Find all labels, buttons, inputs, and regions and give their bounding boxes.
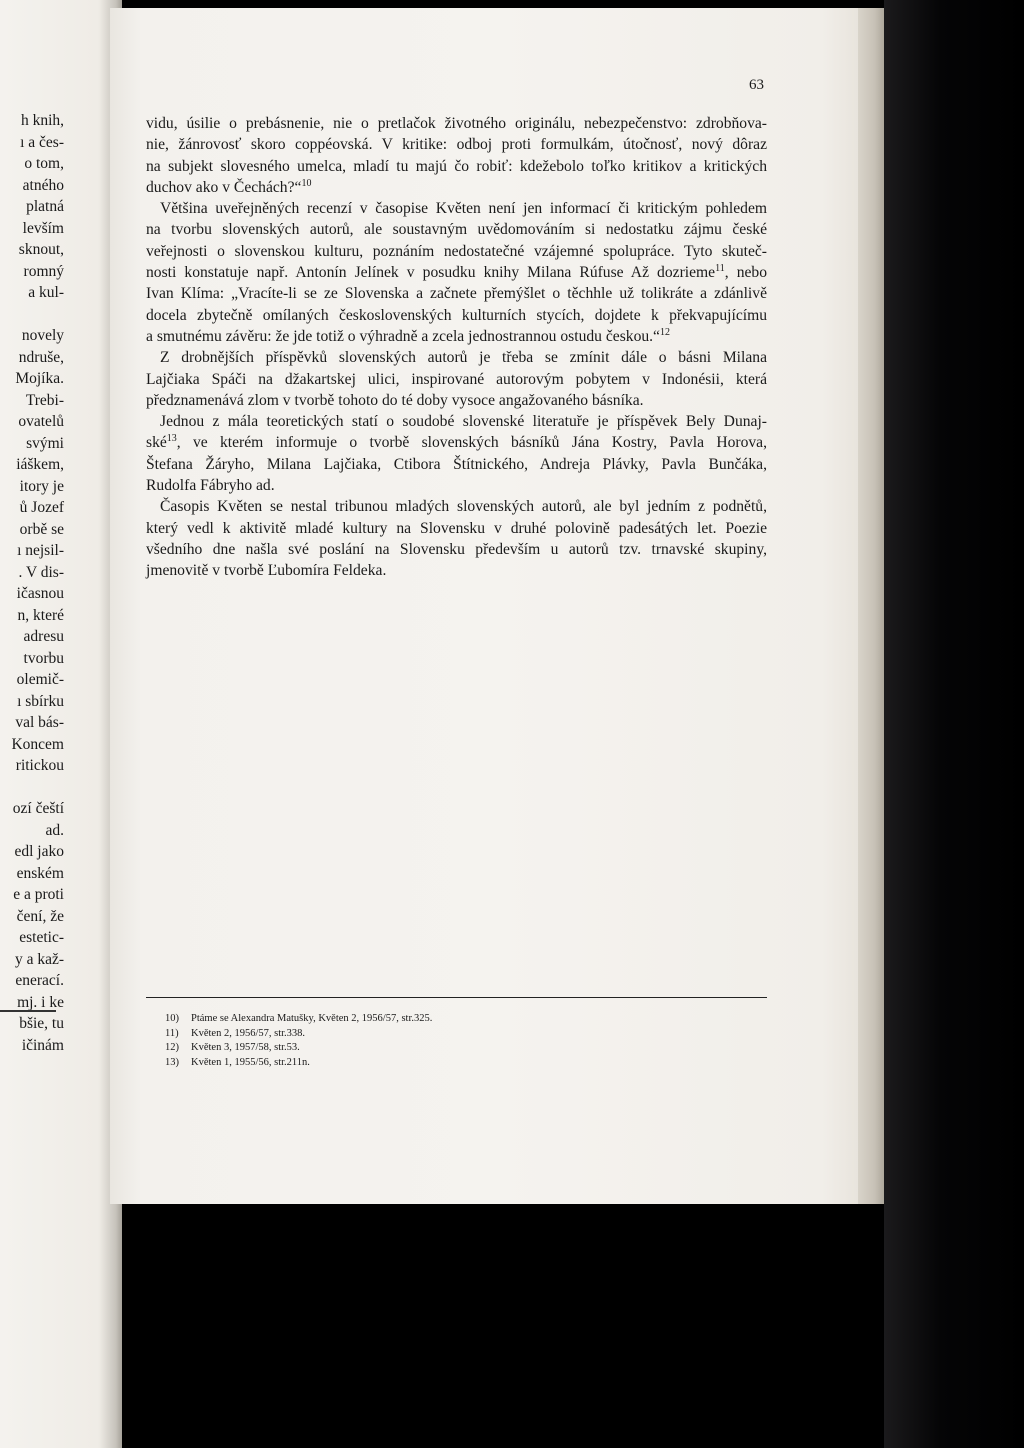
paragraph [146,496,767,581]
text-line [146,496,767,517]
text-line [146,539,767,560]
line-text: všedního dne našla své poslání na Slovensku především u autorů tzv. trnavské skupiny, [146,540,767,558]
left-page-line: levším [22,219,64,237]
left-page-line [0,777,64,799]
left-page-line: . V dis- [18,563,64,581]
line-text: Většina uveřejněných recenzí v časopise Květen není jen informací či kritickým pohledem [160,200,767,218]
line-text: docela zbytečně omílaných československých kulturních stycích, dojdete k překvapujícímu [146,306,767,324]
left-page-line: y a kaž- [14,950,64,968]
left-page-text [0,110,64,1056]
footnote-ref: 12 [659,326,670,338]
left-page-line [0,304,64,326]
line-text: nosti konstatuje např. Antonín Jelínek v posudku knihy Milana Rúfuse Až dozrieme [146,264,716,282]
left-page-line: ndruše, [18,348,64,366]
dark-background [884,0,1024,1448]
footnote-text: Květen 3, 1957/58, str.53. [191,1042,300,1054]
line-text: na tvorbu slovenských autorů, ale soustavným uvědomováním si nedostatku zájmu české [146,221,767,239]
text-line [146,219,767,240]
left-page-line: orbě se [19,520,64,538]
left-page-line: tvorbu [23,649,64,667]
left-page-line: o tom, [24,155,64,172]
paragraph [146,198,767,347]
left-page-line: ozí čeští [12,800,64,817]
left-page-line: ı sbírku [17,692,64,710]
left-page-line: ı a čes- [20,133,64,151]
line-text: na subjekt slovesného umelca, mladí tu majú čo robiť: kdežebolo toľko kritikov a kritických [146,157,767,175]
line-text: Lajčiaka Spáči na džakartskej ulici, inspirované autorovým pobytem v Indonésii, která [146,370,767,388]
footnote [165,1012,765,1027]
line-text: Z drobnějších příspěvků slovenských autorů je třeba se zmínit dále o básni Milana [160,349,767,367]
text-line [146,198,767,219]
text-line [146,411,767,432]
left-page-line: ovatelů [18,413,64,430]
left-page-line: iáškem, [16,456,64,473]
footnote [165,1041,765,1056]
left-page-line: romný [23,262,64,280]
text-line [146,432,767,453]
text-line [146,454,767,475]
body-text [146,113,767,582]
left-page-line: ů Jozef [19,499,64,516]
footnote [165,1056,765,1071]
left-page-line: Koncem [11,735,64,753]
footnote-number: 11) [165,1027,179,1039]
footnote-number: 12) [165,1042,179,1054]
left-page-line: ičinám [21,1036,64,1054]
left-page-line: itory je [19,477,64,495]
text-line [146,113,767,134]
text-line [146,475,767,496]
text-line [146,326,767,347]
paragraph [146,347,767,411]
text-line [146,177,767,198]
page-number: 63 [749,77,764,93]
line-text: ské [146,434,167,452]
line-text: vidu, úsilie o prebásnenie, nie o pretlačok životného originálu, nebezpečenstvo: zdrobňova- [146,115,767,132]
line-text: který vedl k aktivitě mladé kultury na Slovensku v druhé polovině padesátých let. Poezie [146,519,767,537]
left-page-line: h knih, [20,112,64,129]
text-line [146,369,767,390]
line-text: Štefana Žáryho, Milana Lajčiaka, Ctibora Štítnického, Andreja Plávky, Pavla Bunčáka, [146,455,767,473]
left-page-line: n, které [17,606,64,624]
footnote [165,1027,765,1042]
left-page-line: sknout, [18,241,64,258]
left-page-line: mj. i ke [17,993,64,1011]
footnote-ref: 13 [166,433,177,445]
line-text-after: , nebo [724,264,767,282]
left-page-line: estetic- [19,929,64,946]
left-page-line: bšie, tu [19,1015,64,1032]
footnote-number: 13) [165,1056,179,1068]
left-page-line: svými [26,434,64,452]
footnote-ref: 11 [715,263,725,275]
line-text: duchov ako v Čechách?“ [146,178,302,196]
line-text: Rudolfa Fábryho ad. [146,477,275,495]
left-page-line: Trebi- [25,391,64,409]
left-page-line: e a proti [13,886,64,903]
left-page-line: a kul- [28,284,64,301]
footnote-number: 10) [165,1013,179,1024]
left-page-line: ad. [45,821,64,839]
line-text: veřejnosti o slovenskou kulturu, poznáním nedostatečné vzájemné spolupráce. Tyto skuteč- [146,242,767,260]
left-page-line: ritickou [15,757,64,774]
line-text: jmenovitě v tvorbě Ľubomíra Feldeka. [146,562,387,580]
text-line [146,560,767,581]
left-page-line: ı nejsil- [17,542,64,559]
left-page-line: ičasnou [16,585,64,602]
left-page-line: Mojíka. [15,370,64,387]
left-page-line: enerací. [15,972,64,989]
line-text: a smutnému závěru: že jde totiž o výhradně a zcela jednostrannou ostudu českou.“ [146,327,660,345]
text-line [146,156,767,177]
left-page-line: edl jako [14,843,64,860]
left-page-line: enském [16,864,64,882]
footnote-text: Ptáme se Alexandra Matušky, Květen 2, 1956/57, str.325. [191,1013,433,1024]
text-line [146,347,767,368]
text-line [146,283,767,304]
left-page-line: olemič- [16,671,64,688]
text-line [146,518,767,539]
footnote-ref: 10 [301,177,312,189]
text-line [146,390,767,411]
line-text-after: , ve kterém informuje o tvorbě slovenských básníků Jána Kostry, Pavla Horova, [176,434,767,452]
page-edge [858,8,886,1204]
line-text: nie, žánrovosť skoro coppéovská. V kritike: odboj proti formulkám, útočnosť, nový dôraz [146,136,767,154]
left-page-line: adresu [23,628,64,645]
line-text: Časopis Květen se nestal tribunou mladých slovenských autorů, ale byl jedním z podnětů, [160,498,767,516]
footnote-text: Květen 1, 1955/56, str.211n. [191,1056,310,1068]
left-page-line: novely [21,327,64,344]
left-page-line: atného [22,176,64,194]
text-line [146,305,767,326]
footnote-text: Květen 2, 1956/57, str.338. [191,1027,306,1039]
text-line [146,134,767,155]
footnotes [165,1012,765,1070]
left-footnote-rule [0,1010,56,1012]
line-text: Jednou z mála teoretických statí o soudobé slovenské literatuře je příspěvek Bely Dunaj- [160,413,767,431]
paragraph [146,411,767,496]
line-text: Ivan Klíma: „Vracíte-li se ze Slovenska a začnete přemýšlet o těchhle už tolikráte a zdánlivě [146,285,767,303]
left-page-line: val bás- [15,714,64,731]
footnote-rule [146,997,767,998]
line-text: předznamenává zlom v tvorbě tohoto do té doby vysoce angažovaného básníka. [146,391,644,409]
text-line [146,262,767,283]
left-page-line: platná [26,198,64,215]
paragraph [146,113,767,198]
left-page-line: čení, že [16,907,64,925]
text-line [146,241,767,262]
